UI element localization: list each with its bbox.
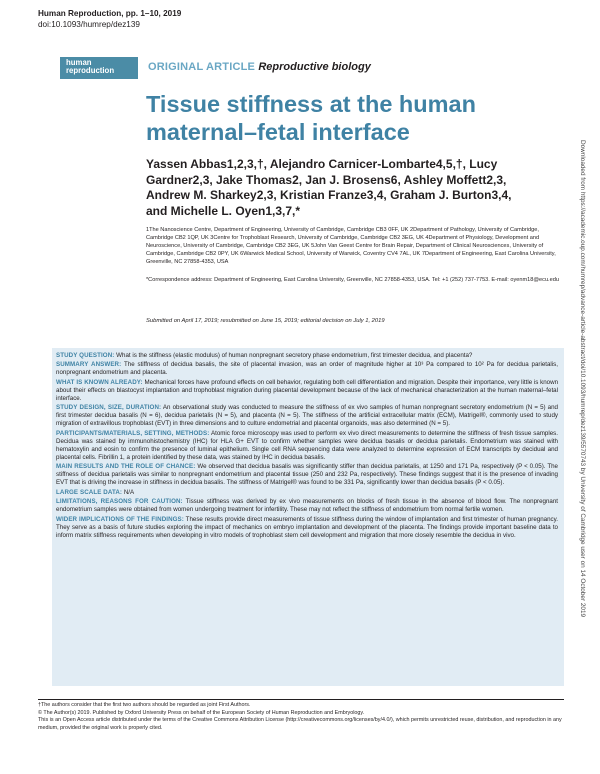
doi-text[interactable]: doi:10.1093/humrep/dez139 [38,20,140,29]
abstract-text: Atomic force microscopy was used to perform ex vivo direct measurements to determine the stiffness of fresh tissue samples. Decidua was stained by immunohistochemistry (IHC) for HLA G+ EVT to confirm whether samples were decidua basalis or decidua parietalis. Endometrium was stained with hematoxylin and eosin to confirm the presence of luminal epithelium. Single cell RNA sequencing data were analyzed to determine expression of ECM transcripts by decidual and placental cells. Fibrillin 1, a protein identified by these data, was stained by IHC in decidua basalis. [56,429,558,461]
affiliations: 1The Nanoscience Centre, Department of Engineering, University of Cambridge, Cambridge CB3 0FF, UK 2Department of Pathology, University of Cambridge, Cambridge CB2 1QP, UK 3Centre for Trophoblast Research, University of Cambridge, Cambridge CB2 3EG, UK 4Department of Physiology, Development and Neuroscience, University of Cambridge, Cambridge CB2 3EG, UK 5John Van Geest Centre for Brain Repair, Department of Clinical Neurosciences, University of Cambridge, Cambridge CB2 0PY, UK 6Warwick Medical School, University of Warwick, Coventry CV4 7AL, UK 7Department of Engineering, East Carolina University, Greenville, NC 27858-4353, USA [146,227,556,265]
abstract-heading: STUDY DESIGN, SIZE, DURATION: [56,404,162,412]
abstract-heading: LIMITATIONS, REASONS FOR CAUTION: [56,498,183,506]
footnote-copyright: © The Author(s) 2019. Published by Oxford University Press on behalf of the European Society of Human Reproduction and Embryology. [38,709,365,716]
footnote-license[interactable]: This is an Open Access article distributed under the terms of the Creative Commons Attribution License (http://creativecommons.org/licenses/by/4.0/), which permits unrestricted reuse, distribution, and reproduction in any medium, provided the original work is properly cited. [38,717,562,732]
abstract-heading: SUMMARY ANSWER: [56,361,122,369]
abstract-heading: PARTICIPANTS/MATERIALS, SETTING, METHODS: [56,429,210,437]
logo-line-1: human [66,58,92,67]
structured-abstract [52,348,564,686]
abstract-text: Tissue stiffness was derived by ex vivo measurements on blocks of fresh tissue in the absence of blood flow. The nonpregnant endometrium samples were obtained from women undergoing treatment for infertility. These may not reflect the stiffness of endometrium from normal fertile women. [56,498,558,514]
brand-row [52,53,562,81]
abstract-text: These results provide direct measurements of tissue stiffness during the window of implantation and first trimester of human pregnancy. They serve as a basis of future studies exploring the impact of mechanics on embryo implantation and development of the placenta. The findings provide important baseline data to inform matrix stiffness requirements when developing in vitro models of trophoblast stem cell development and migration that more closely resemble the decidua in vivo. [56,515,558,539]
journal-citation: Human Reproduction, pp. 1–10, 2019 [38,9,182,18]
abstract-heading: STUDY QUESTION: [56,352,115,359]
article-subject: Reproductive biology [258,61,371,73]
article-type-label: ORIGINAL ARTICLE [148,61,256,73]
author-list [146,157,536,219]
author-list-text: Yassen Abbas1,2,3,†, Alejandro Carnicer-Lombarte4,5,†, Lucy Gardner2,3, Jake Thomas2, Jan J. Brosens6, Ashley Moffett2,3, Andrew M. Sharkey2,3, Kristian Franze3,4, Graham J. Burton3,4, and Michelle L. Oyen1,3,7,* [146,157,512,218]
journal-logo [60,57,138,79]
abstract-heading: MAIN RESULTS AND THE ROLE OF CHANCE: [56,463,196,471]
paper-title: Tissue stiffness at the human maternal–fetal interface [146,91,476,145]
download-watermark [581,140,591,622]
abstract-paragraph [56,430,558,462]
submission-dates: Submitted on April 17, 2019; resubmitted on June 15, 2019; editorial decision on July 1, 2019 [146,318,385,324]
abstract-heading: WIDER IMPLICATIONS OF THE FINDINGS: [56,515,184,523]
abstract-paragraph [56,463,558,487]
abstract-heading: LARGE SCALE DATA: [56,488,123,496]
footnote-joint-authors: †The authors consider that the first two authors should be regarded as joint First Authors. [38,702,251,708]
abstract-paragraph [56,379,558,403]
abstract-text: N/A [122,488,135,496]
abstract-paragraph [56,404,558,428]
correspondence: *Correspondence address: Department of Engineering, East Carolina University, Greenville, NC 27858-4353, USA. Tel: +1 (252) 737-7753. E-mail: oyenm18@ecu.edu [146,277,559,283]
footnotes [38,699,564,733]
abstract-paragraph [56,489,558,497]
article-type [148,61,371,73]
abstract-paragraph [56,352,558,360]
download-watermark-text: Downloaded from https://academic.oup.com/humrep/advance-article-abstract/doi/10.1093/humrep/dez139/5570743 by University of Cambridge user on 14 October 2019 [579,140,586,618]
abstract-text: Mechanical forces have profound effects on cell behavior, regulating both cell differentiation and migration. Despite their importance, very little is known about their effects on blastocyst implantation and trophoblast migration during placental development because of the lack of mechanical characterization at the human maternal–fetal interface. [56,378,559,402]
abstract-paragraph [56,361,558,377]
footnote-rule [38,699,564,700]
abstract-paragraph [56,516,558,540]
abstract-paragraph [56,498,558,514]
logo-line-2: reproduction [66,66,115,76]
abstract-text: The stiffness of decidua basalis, the site of placental invasion, was an order of magnitude higher at 10³ Pa compared to 10² Pa for decidua parietalis, nonpregnant endometrium and placenta. [56,361,558,377]
abstract-text: What is the stiffness (elastic modulus) of human nonpregnant secretory phase endometrium, first trimester decidua, and placenta? [114,352,473,359]
abstract-text: An observational study was conducted to measure the stiffness of ex vivo samples of human nonpregnant secretory endometrium (N = 5) and first trimester decidua basalis (N = 6), decidua parietalis (N = 5), and placenta (N = 5). The stiffness of the artificial extracellular matrix (ECM), Matrigel®, commonly used to study migration of extravillous trophoblast (EVT) in three dimensions and to culture endometrial and placental organoids, was also determined (N = 5). [56,404,558,428]
abstract-heading: WHAT IS KNOWN ALREADY: [56,378,143,386]
abstract-text: We observed that decidua basalis was significantly stiffer than decidua parietalis, at 1250 and 171 Pa, respectively (P < 0.05). The stiffness of decidua parietalis was similar to nonpregnant endometrium and placental tissue (250 and 232 Pa, respectively). These findings suggest that it is the presence of invading EVT that is driving the increase in stiffness in decidua basalis. The stiffness of Matrigel® was found to be 331 Pa, significantly lower than decidua basalis (P < 0.05). [56,463,558,487]
journal-header [38,8,181,30]
